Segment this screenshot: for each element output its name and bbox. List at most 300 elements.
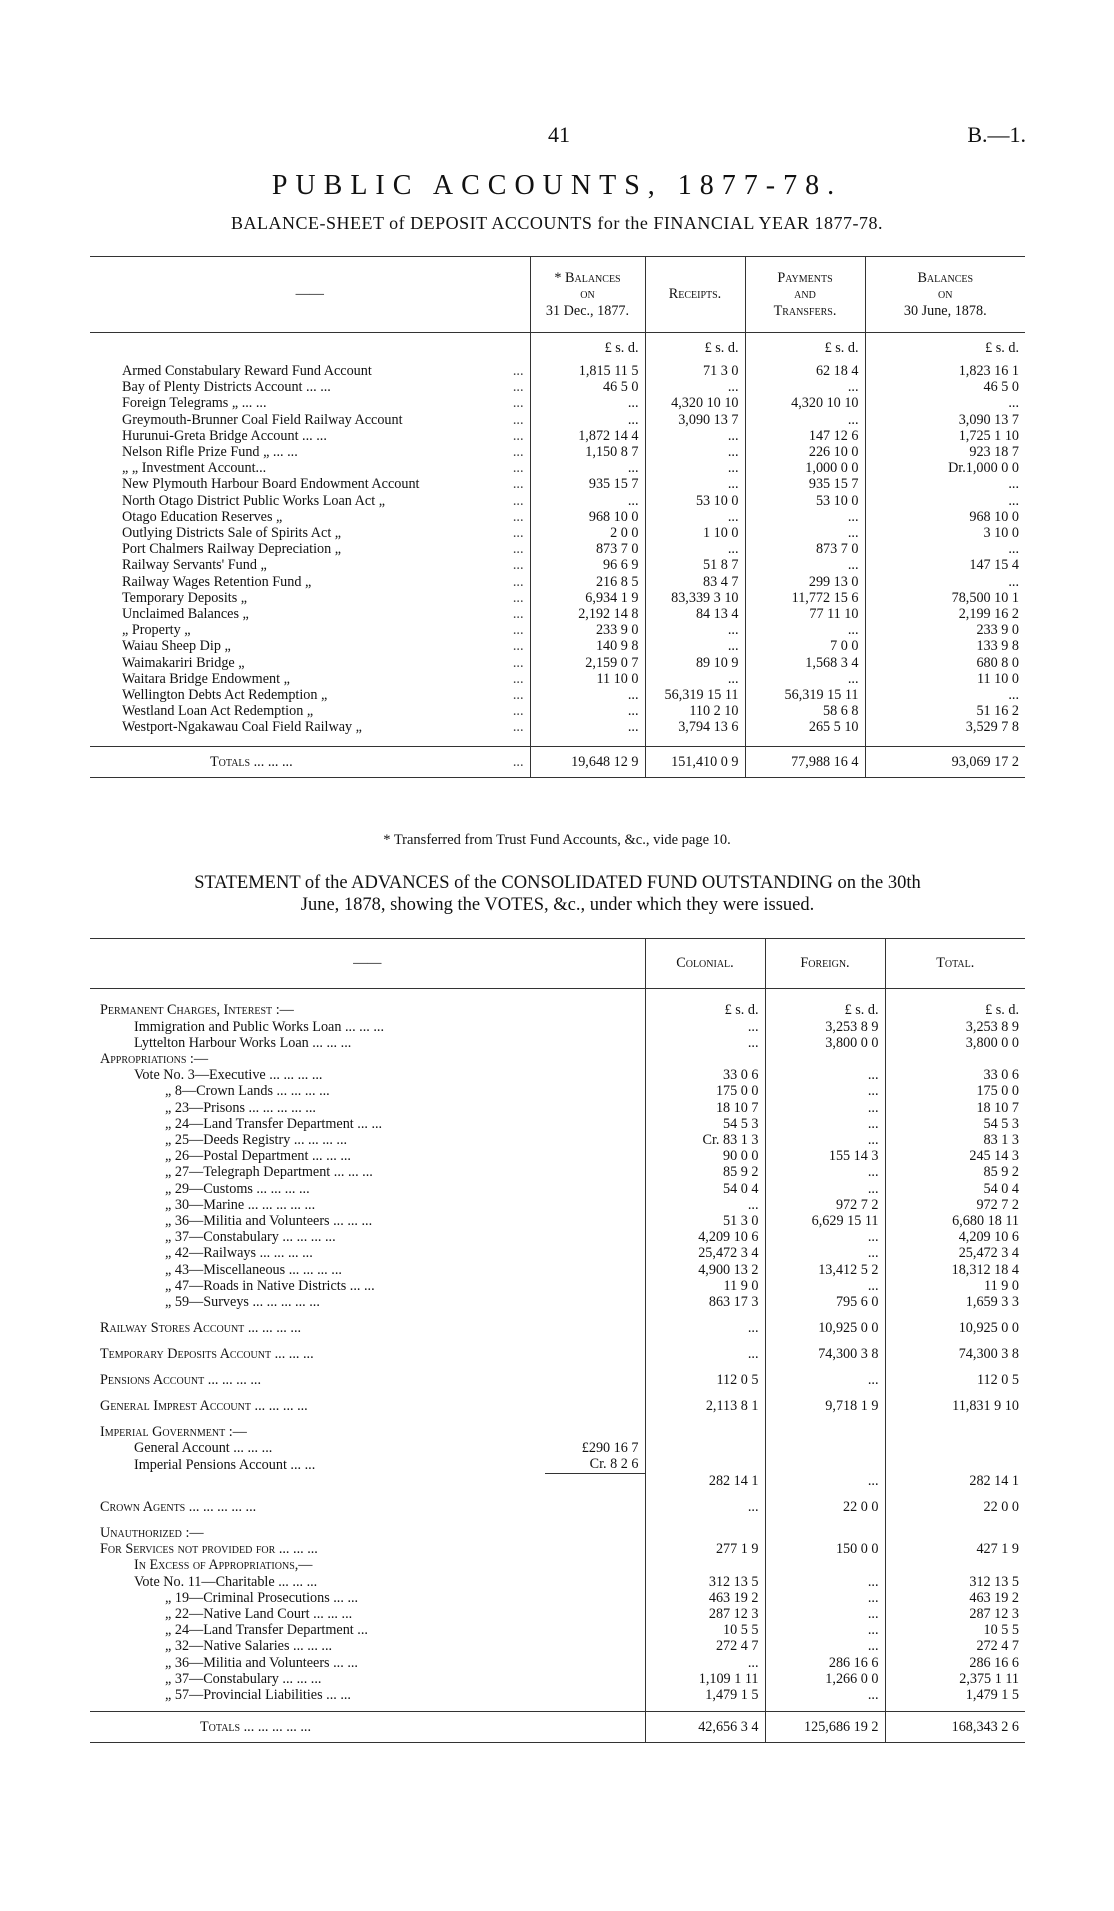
amount-cell: 1 10 0 <box>645 525 745 541</box>
sub-amount <box>545 1473 645 1489</box>
amount-cell: 3 10 0 <box>865 525 1025 541</box>
sub-amount <box>545 1590 645 1606</box>
header-foreign: Foreign. <box>765 939 885 989</box>
spacer-row <box>90 736 1025 747</box>
totals-label: Totals ... ... ... ... <box>90 746 530 777</box>
sub-amount <box>545 1671 645 1687</box>
amount-cell: 77 11 10 <box>745 606 865 622</box>
amount-cell: 282 14 1 <box>885 1473 1025 1489</box>
amount-cell: 1,150 8 7 <box>530 444 645 460</box>
item-name: Appropriations :— <box>100 1050 209 1067</box>
amount-cell: 1,479 1 5 <box>885 1687 1025 1703</box>
amount-cell: 56,319 15 11 <box>745 687 865 703</box>
item-name: „ 27—Telegraph Department ... ... ... <box>165 1164 373 1181</box>
sub-amount <box>545 1181 645 1197</box>
table-row <box>90 395 1025 411</box>
table-row <box>90 1456 1025 1473</box>
item-name: „ 22—Native Land Court ... ... ... <box>165 1606 353 1623</box>
amount-cell: 25,472 3 4 <box>885 1245 1025 1261</box>
account-name: Outlying Districts Sale of Spirits Act „ ... <box>122 525 524 542</box>
amount-cell: 282 14 1 <box>645 1473 765 1489</box>
account-name: Waitara Bridge Endowment „ ... <box>122 670 524 687</box>
sub-amount <box>545 1262 645 1278</box>
item-name: „ 57—Provincial Liabilities ... ... <box>165 1687 351 1704</box>
amount-cell: 90 0 0 <box>645 1148 765 1164</box>
amount-cell: 226 10 0 <box>745 444 865 460</box>
amount-cell: ... <box>765 1687 885 1703</box>
table-row <box>90 1035 1025 1051</box>
amount-cell <box>765 1440 885 1456</box>
page-reference: B.—1. <box>967 122 1026 147</box>
table-row <box>90 509 1025 525</box>
amount-cell: ... <box>645 509 745 525</box>
table-row <box>90 1148 1025 1164</box>
table-row <box>90 1294 1025 1310</box>
account-name: Westland Loan Act Redemption „ ... <box>122 703 524 720</box>
item-name: „ 19—Criminal Prosecutions ... ... <box>165 1589 359 1606</box>
sub-amount: Cr. 8 2 6 <box>545 1456 645 1473</box>
table-row <box>90 1278 1025 1294</box>
amount-cell: 175 0 0 <box>885 1083 1025 1099</box>
sub-amount <box>545 1712 645 1743</box>
sub-amount <box>545 1310 645 1336</box>
header-payments: Payments and Transfers. <box>745 257 865 333</box>
amount-cell: 11,831 9 10 <box>885 1388 1025 1414</box>
page-title: PUBLIC ACCOUNTS, 1877-78. <box>271 170 843 201</box>
amount-cell: 74,300 3 8 <box>885 1336 1025 1362</box>
amount-cell: ... <box>865 395 1025 411</box>
amount-cell <box>645 1515 765 1541</box>
item-name: „ 30—Marine ... ... ... ... ... <box>165 1196 316 1213</box>
amount-cell: 923 18 7 <box>865 444 1025 460</box>
account-name: Westport-Ngakawau Coal Field Railway „ ... <box>122 719 524 736</box>
table-row <box>90 1213 1025 1229</box>
sub-amount <box>545 1638 645 1654</box>
table-row <box>90 1181 1025 1197</box>
amount-cell: 42,656 3 4 <box>645 1712 765 1743</box>
amount-cell: 233 9 0 <box>530 622 645 638</box>
amount-cell: £ s. d. <box>645 989 765 1019</box>
item-name: Imperial Pensions Account ... ... <box>134 1456 316 1473</box>
amount-cell: ... <box>765 1638 885 1654</box>
amount-cell: 85 9 2 <box>885 1164 1025 1180</box>
item-name: Temporary Deposits Account ... ... ... <box>100 1345 314 1362</box>
account-name: Temporary Deposits „ ... <box>122 589 524 606</box>
header-total: Total. <box>885 939 1025 989</box>
sub-amount <box>545 1655 645 1671</box>
amount-cell: 1,823 16 1 <box>865 363 1025 379</box>
item-name: „ 32—Native Salaries ... ... ... <box>165 1638 333 1655</box>
table-row <box>90 1362 1025 1388</box>
item-name: Lyttelton Harbour Works Loan ... ... ... <box>134 1034 352 1051</box>
account-name: New Plymouth Harbour Board Endowment Account ... <box>122 476 524 493</box>
sub-amount <box>545 1035 645 1051</box>
amount-cell: 11 10 0 <box>865 671 1025 687</box>
amount-cell: 11 9 0 <box>885 1278 1025 1294</box>
amount-cell: ... <box>530 493 645 509</box>
item-name: Vote No. 3—Executive ... ... ... ... <box>134 1067 323 1084</box>
sub-amount <box>545 1229 645 1245</box>
amount-cell: 53 10 0 <box>745 493 865 509</box>
amount-cell: 272 4 7 <box>885 1638 1025 1654</box>
amount-cell: ... <box>530 719 645 735</box>
amount-cell: 140 9 8 <box>530 638 645 654</box>
amount-cell: 46 5 0 <box>530 379 645 395</box>
account-name: Railway Servants' Fund „ ... <box>122 557 524 574</box>
amount-cell: 10,925 0 0 <box>765 1310 885 1336</box>
sub-amount <box>545 1687 645 1703</box>
table-row <box>90 1541 1025 1557</box>
sub-amount: £290 16 7 <box>581 1440 639 1457</box>
amount-cell: 3,800 0 0 <box>765 1035 885 1051</box>
account-name: Unclaimed Balances „ ... <box>122 606 524 623</box>
sub-amount <box>545 1051 645 1067</box>
sub-amount <box>545 1336 645 1362</box>
amount-cell: ... <box>765 1132 885 1148</box>
amount-cell: ... <box>745 412 865 428</box>
table-row <box>90 1262 1025 1278</box>
amount-cell: ... <box>865 574 1025 590</box>
amount-cell: ... <box>765 1606 885 1622</box>
table-row <box>90 1638 1025 1654</box>
amount-cell: ... <box>765 1622 885 1638</box>
sub-amount <box>545 989 645 1019</box>
amount-cell: 54 5 3 <box>885 1116 1025 1132</box>
amount-cell: ... <box>745 525 865 541</box>
sub-amount <box>545 1245 645 1261</box>
balance-sheet-title: BALANCE-SHEET of DEPOSIT ACCOUNTS for the FINANCIAL YEAR 1877-78. <box>231 213 883 233</box>
item-name: „ 43—Miscellaneous ... ... ... ... <box>165 1261 342 1278</box>
amount-cell: 6,934 1 9 <box>530 590 645 606</box>
table-row <box>90 1655 1025 1671</box>
amount-cell: ... <box>745 379 865 395</box>
amount-cell <box>645 1414 765 1440</box>
sub-amount <box>545 1622 645 1638</box>
amount-cell: 84 13 4 <box>645 606 745 622</box>
amount-cell: 83,339 3 10 <box>645 590 745 606</box>
amount-cell: 175 0 0 <box>645 1083 765 1099</box>
amount-cell: ... <box>645 671 745 687</box>
amount-cell: ... <box>745 509 865 525</box>
amount-cell: ... <box>645 622 745 638</box>
footnote: * Transferred from Trust Fund Accounts, &c., vide page 10. <box>383 832 731 848</box>
amount-cell <box>645 1456 765 1473</box>
sub-amount <box>545 1606 645 1622</box>
item-name: „ 24—Land Transfer Department ... ... <box>165 1115 383 1132</box>
table-row <box>90 476 1025 492</box>
amount-cell: ... <box>645 1336 765 1362</box>
table-row <box>90 1590 1025 1606</box>
amount-cell: ... <box>765 1100 885 1116</box>
table-row <box>90 622 1025 638</box>
sub-amount <box>545 1019 645 1035</box>
item-name: „ 37—Constabulary ... ... ... ... <box>165 1229 336 1246</box>
amount-cell: 2,192 14 8 <box>530 606 645 622</box>
amount-cell: 3,794 13 6 <box>645 719 745 735</box>
table-row <box>90 525 1025 541</box>
amount-cell: 89 10 9 <box>645 655 745 671</box>
sub-amount <box>545 1414 645 1440</box>
amount-cell: 968 10 0 <box>865 509 1025 525</box>
amount-cell: 53 10 0 <box>645 493 745 509</box>
table-row <box>90 1336 1025 1362</box>
amount-cell: 168,343 2 6 <box>885 1712 1025 1743</box>
amount-cell <box>885 1456 1025 1473</box>
amount-cell: ... <box>530 687 645 703</box>
amount-cell: ... <box>645 1035 765 1051</box>
sub-amount <box>545 1541 645 1557</box>
amount-cell: 427 1 9 <box>885 1541 1025 1557</box>
amount-cell: 2,159 0 7 <box>530 655 645 671</box>
account-name: Railway Wages Retention Fund „ ... <box>122 573 524 590</box>
amount-cell: 1,000 0 0 <box>745 460 865 476</box>
table-row <box>90 1197 1025 1213</box>
table-row <box>90 590 1025 606</box>
account-name: Foreign Telegrams „ ... ... ... <box>122 395 524 412</box>
amount-cell: 287 12 3 <box>885 1606 1025 1622</box>
table-row <box>90 1622 1025 1638</box>
table-row <box>90 1164 1025 1180</box>
amount-cell: 10 5 5 <box>885 1622 1025 1638</box>
amount-cell: 96 6 9 <box>530 557 645 573</box>
item-name <box>90 1473 545 1489</box>
amount-cell: ... <box>645 1489 765 1515</box>
amount-cell: £ s. d. <box>765 989 885 1019</box>
amount-cell <box>765 1557 885 1573</box>
item-name: „ 42—Railways ... ... ... ... <box>165 1245 313 1262</box>
amount-cell: 18 10 7 <box>885 1100 1025 1116</box>
amount-cell <box>885 1051 1025 1067</box>
amount-cell: 972 7 2 <box>765 1197 885 1213</box>
amount-cell: ... <box>645 1310 765 1336</box>
amount-cell: 972 7 2 <box>885 1197 1025 1213</box>
amount-cell: 795 6 0 <box>765 1294 885 1310</box>
account-name: Port Chalmers Railway Depreciation „ ... <box>122 541 524 558</box>
amount-cell: 93,069 17 2 <box>865 746 1025 777</box>
amount-cell: 312 13 5 <box>885 1574 1025 1590</box>
sub-amount <box>545 1197 645 1213</box>
item-name: Pensions Account ... ... ... ... <box>100 1371 261 1388</box>
table-row <box>90 1310 1025 1336</box>
sub-amount <box>545 1132 645 1148</box>
amount-cell: 873 7 0 <box>530 541 645 557</box>
amount-cell: ... <box>765 1116 885 1132</box>
amount-cell: 74,300 3 8 <box>765 1336 885 1362</box>
amount-cell: 863 17 3 <box>645 1294 765 1310</box>
item-name: Imperial Government :— <box>100 1423 247 1440</box>
item-name: „ 59—Surveys ... ... ... ... ... <box>165 1293 320 1310</box>
amount-cell <box>885 1440 1025 1456</box>
amount-cell: 33 0 6 <box>645 1067 765 1083</box>
deposit-accounts-table <box>90 256 1025 778</box>
amount-cell: 968 10 0 <box>530 509 645 525</box>
amount-cell: 71 3 0 <box>645 363 745 379</box>
amount-cell: ... <box>645 379 745 395</box>
amount-cell: 2 0 0 <box>530 525 645 541</box>
amount-cell: 312 13 5 <box>645 1574 765 1590</box>
amount-cell: ... <box>765 1164 885 1180</box>
amount-cell: 680 8 0 <box>865 655 1025 671</box>
table-row <box>90 1100 1025 1116</box>
table-row <box>90 444 1025 460</box>
amount-cell: 873 7 0 <box>745 541 865 557</box>
amount-cell: ... <box>765 1278 885 1294</box>
amount-cell: 125,686 19 2 <box>765 1712 885 1743</box>
amount-cell: 150 0 0 <box>765 1541 885 1557</box>
amount-cell <box>645 1051 765 1067</box>
account-name: Wellington Debts Act Redemption „ ... <box>122 687 524 704</box>
item-name: General Imprest Account ... ... ... ... <box>100 1397 308 1414</box>
amount-cell: 7 0 0 <box>745 638 865 654</box>
account-name: Waiau Sheep Dip „ ... <box>122 638 524 655</box>
header-balances-end: Balances on 30 June, 1878. <box>865 257 1025 333</box>
statement-title: STATEMENT of the ADVANCES of the CONSOLIDATED FUND OUTSTANDING on the 30th June, 1878, showing the VOTES, &c., under which they were issued. <box>194 873 921 915</box>
amount-cell: 18 10 7 <box>645 1100 765 1116</box>
item-name: Permanent Charges, Interest :— <box>100 1002 294 1019</box>
item-name: „ 29—Customs ... ... ... ... <box>165 1180 310 1197</box>
table-row <box>90 671 1025 687</box>
amount-cell: 463 19 2 <box>885 1590 1025 1606</box>
amount-cell: 54 5 3 <box>645 1116 765 1132</box>
sub-amount <box>545 1100 645 1116</box>
amount-cell: ... <box>530 703 645 719</box>
item-name: Vote No. 11—Charitable ... ... ... <box>134 1573 318 1590</box>
item-name: „ 25—Deeds Registry ... ... ... ... <box>165 1131 348 1148</box>
amount-cell: 6,629 15 11 <box>765 1213 885 1229</box>
amount-cell: 110 2 10 <box>645 703 745 719</box>
amount-cell: 4,209 10 6 <box>885 1229 1025 1245</box>
item-name: „ 36—Militia and Volunteers ... ... <box>165 1654 358 1671</box>
amount-cell: 299 13 0 <box>745 574 865 590</box>
amount-cell: ... <box>645 1655 765 1671</box>
amount-cell: 2,199 16 2 <box>865 606 1025 622</box>
advances-table <box>90 938 1025 1743</box>
amount-cell <box>765 1051 885 1067</box>
amount-cell: ... <box>765 1067 885 1083</box>
amount-cell: 286 16 6 <box>765 1655 885 1671</box>
amount-cell: 1,479 1 5 <box>645 1687 765 1703</box>
table-row <box>90 379 1025 395</box>
table-row <box>90 989 1025 1019</box>
account-name: Armed Constabulary Reward Fund Account ... <box>122 363 524 379</box>
amount-cell: 3,800 0 0 <box>885 1035 1025 1051</box>
item-name: Crown Agents ... ... ... ... ... <box>100 1499 257 1516</box>
amount-cell: 1,815 11 5 <box>530 363 645 379</box>
item-name: „ 8—Crown Lands ... ... ... ... <box>165 1083 330 1100</box>
sub-amount <box>545 1557 645 1573</box>
amount-cell <box>765 1515 885 1541</box>
table-row <box>90 1687 1025 1703</box>
amount-cell: 1,109 1 11 <box>645 1671 765 1687</box>
amount-cell <box>645 1440 765 1456</box>
blank-header: —— <box>90 257 530 333</box>
amount-cell <box>885 1414 1025 1440</box>
sub-amount <box>545 1213 645 1229</box>
table-row <box>90 428 1025 444</box>
totals-label: Totals ... ... ... ... ... <box>90 1712 545 1743</box>
sub-amount <box>545 1515 645 1541</box>
sub-amount <box>545 1388 645 1414</box>
account-name: Waimakariri Bridge „ ... <box>122 654 524 671</box>
amount-cell: Dr.1,000 0 0 <box>865 460 1025 476</box>
amount-cell: ... <box>530 395 645 411</box>
page-number: 41 <box>548 122 570 147</box>
amount-cell: 4,209 10 6 <box>645 1229 765 1245</box>
amount-cell: 83 4 7 <box>645 574 745 590</box>
amount-cell: ... <box>745 622 865 638</box>
amount-cell: 147 15 4 <box>865 557 1025 573</box>
item-name: General Account ... ... ... <box>134 1440 273 1457</box>
amount-cell: 58 6 8 <box>745 703 865 719</box>
amount-cell: 51 16 2 <box>865 703 1025 719</box>
table-row <box>90 460 1025 476</box>
amount-cell: ... <box>765 1245 885 1261</box>
amount-cell: ... <box>865 687 1025 703</box>
amount-cell: ... <box>765 1574 885 1590</box>
item-name: In Excess of Appropriations,— <box>134 1557 313 1574</box>
amount-cell: 51 8 7 <box>645 557 745 573</box>
amount-cell: 216 8 5 <box>530 574 645 590</box>
amount-cell: 13,412 5 2 <box>765 1262 885 1278</box>
amount-cell: ... <box>765 1362 885 1388</box>
amount-cell: ... <box>530 412 645 428</box>
amount-cell: 151,410 0 9 <box>645 746 745 777</box>
account-name: North Otago District Public Works Loan Act „ ... <box>122 492 524 509</box>
amount-cell: 10,925 0 0 <box>885 1310 1025 1336</box>
amount-cell: 1,872 14 4 <box>530 428 645 444</box>
sub-amount <box>545 1164 645 1180</box>
sub-amount <box>545 1116 645 1132</box>
item-name: Unauthorized :— <box>100 1525 204 1542</box>
amount-cell: 245 14 3 <box>885 1148 1025 1164</box>
amount-cell: ... <box>765 1590 885 1606</box>
table-row <box>90 412 1025 428</box>
amount-cell: 78,500 10 1 <box>865 590 1025 606</box>
table-row <box>90 1557 1025 1573</box>
amount-cell: 265 5 10 <box>745 719 865 735</box>
table-row <box>90 1116 1025 1132</box>
amount-cell: 463 19 2 <box>645 1590 765 1606</box>
item-name: „ 36—Militia and Volunteers ... ... ... <box>165 1212 373 1229</box>
table-row <box>90 1019 1025 1035</box>
table-row <box>90 1132 1025 1148</box>
amount-cell: ... <box>645 460 745 476</box>
amount-cell: ... <box>645 1197 765 1213</box>
amount-cell: 1,659 3 3 <box>885 1294 1025 1310</box>
amount-cell: 3,253 8 9 <box>765 1019 885 1035</box>
table-row <box>90 1245 1025 1261</box>
sub-amount <box>545 1067 645 1083</box>
table-row <box>90 1606 1025 1622</box>
amount-cell: 1,568 3 4 <box>745 655 865 671</box>
amount-cell: 1,725 1 10 <box>865 428 1025 444</box>
amount-cell: ... <box>645 444 745 460</box>
amount-cell: ... <box>865 493 1025 509</box>
sub-amount <box>545 1294 645 1310</box>
amount-cell: 46 5 0 <box>865 379 1025 395</box>
table-row <box>90 1083 1025 1099</box>
table-row <box>90 655 1025 671</box>
item-name: Railway Stores Account ... ... ... ... <box>100 1319 302 1336</box>
sub-amount <box>545 1362 645 1388</box>
item-name: „ 23—Prisons ... ... ... ... ... <box>165 1099 316 1116</box>
amount-cell: 62 18 4 <box>745 363 865 379</box>
amount-cell: ... <box>765 1229 885 1245</box>
amount-cell: 11 9 0 <box>645 1278 765 1294</box>
amount-cell: 3,529 7 8 <box>865 719 1025 735</box>
amount-cell: ... <box>765 1181 885 1197</box>
sub-amount <box>545 1489 645 1515</box>
